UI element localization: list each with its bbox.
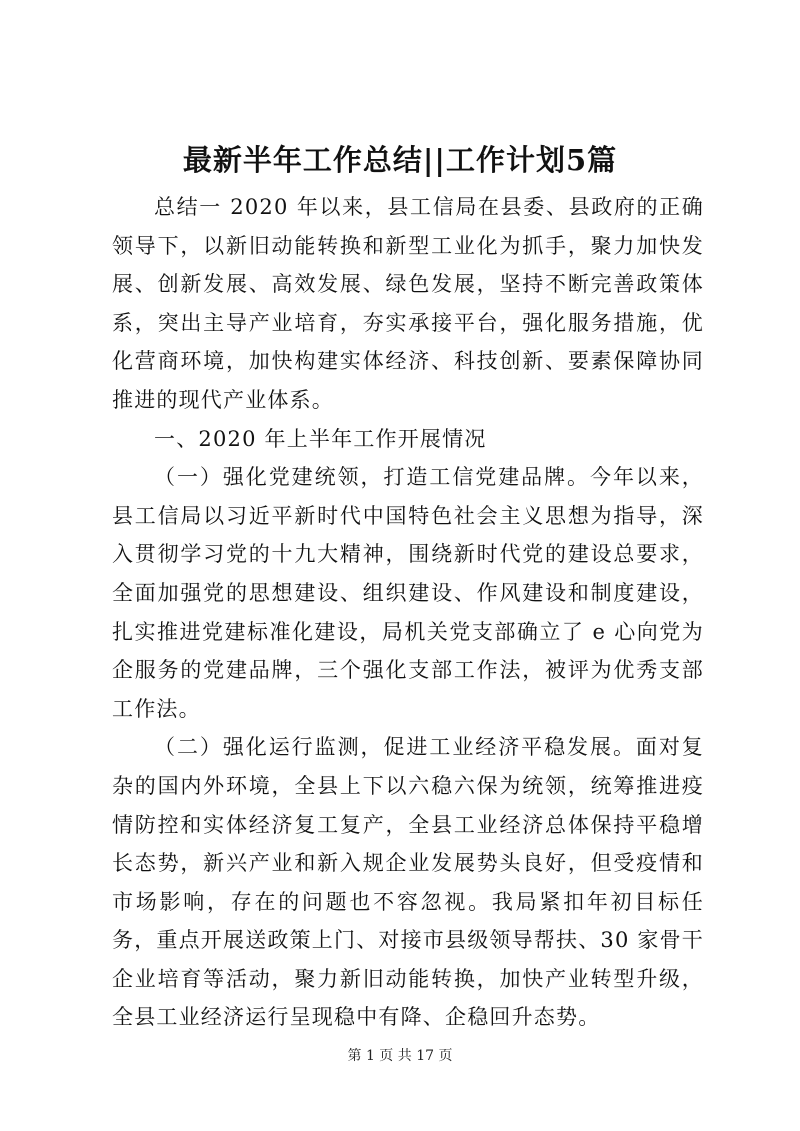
document-title: 最新半年工作总结||工作计划5篇 bbox=[182, 143, 618, 177]
section-heading: 一、2020 年上半年工作开展情况 bbox=[154, 426, 487, 451]
page-footer: 第 1 页 共 17 页 bbox=[347, 1048, 453, 1064]
party-building-paragraph: （一）强化党建统领，打造工信党建品牌。今年以来，县工信局以习近平新时代中国特色社会主义思想为指导，深入贯彻学习党的十九大精神，围绕新时代党的建设总要求，全面加强党的思想建设、组织建设、作风建设和制度建设，扎实推进党建标准化建设，局机关党支部确立了 e 心向党为企服务的党建品牌，三个强化支部工作法，被评为优秀支部工作法。 bbox=[112, 465, 704, 721]
document-body bbox=[112, 188, 704, 1037]
intro-paragraph: 总结一 2020 年以来，县工信局在县委、县政府的正确领导下，以新旧动能转换和新型工业化为抓手，聚力加快发展、创新发展、高效发展、绿色发展，坚持不断完善政策体系，突出主导产业培育，夯实承接平台，强化服务措施，优化营商环境，加快构建实体经济、科技创新、要素保障协同推进的现代产业体系。 bbox=[112, 195, 704, 412]
operation-monitoring-paragraph: （二）强化运行监测，促进工业经济平稳发展。面对复杂的国内外环境，全县上下以六稳六保为统领，统筹推进疫情防控和实体经济复工复产，全县工业经济总体保持平稳增长态势，新兴产业和新入规企业发展势头良好，但受疫情和市场影响，存在的问题也不容忽视。我局紧扣年初目标任务，重点开展送政策上门、对接市县级领导帮扶、30 家骨干企业培育等活动，聚力新旧动能转换，加快产业转型升级，全县工业经济运行呈现稳中有降、企稳回升态势。 bbox=[112, 735, 704, 1030]
